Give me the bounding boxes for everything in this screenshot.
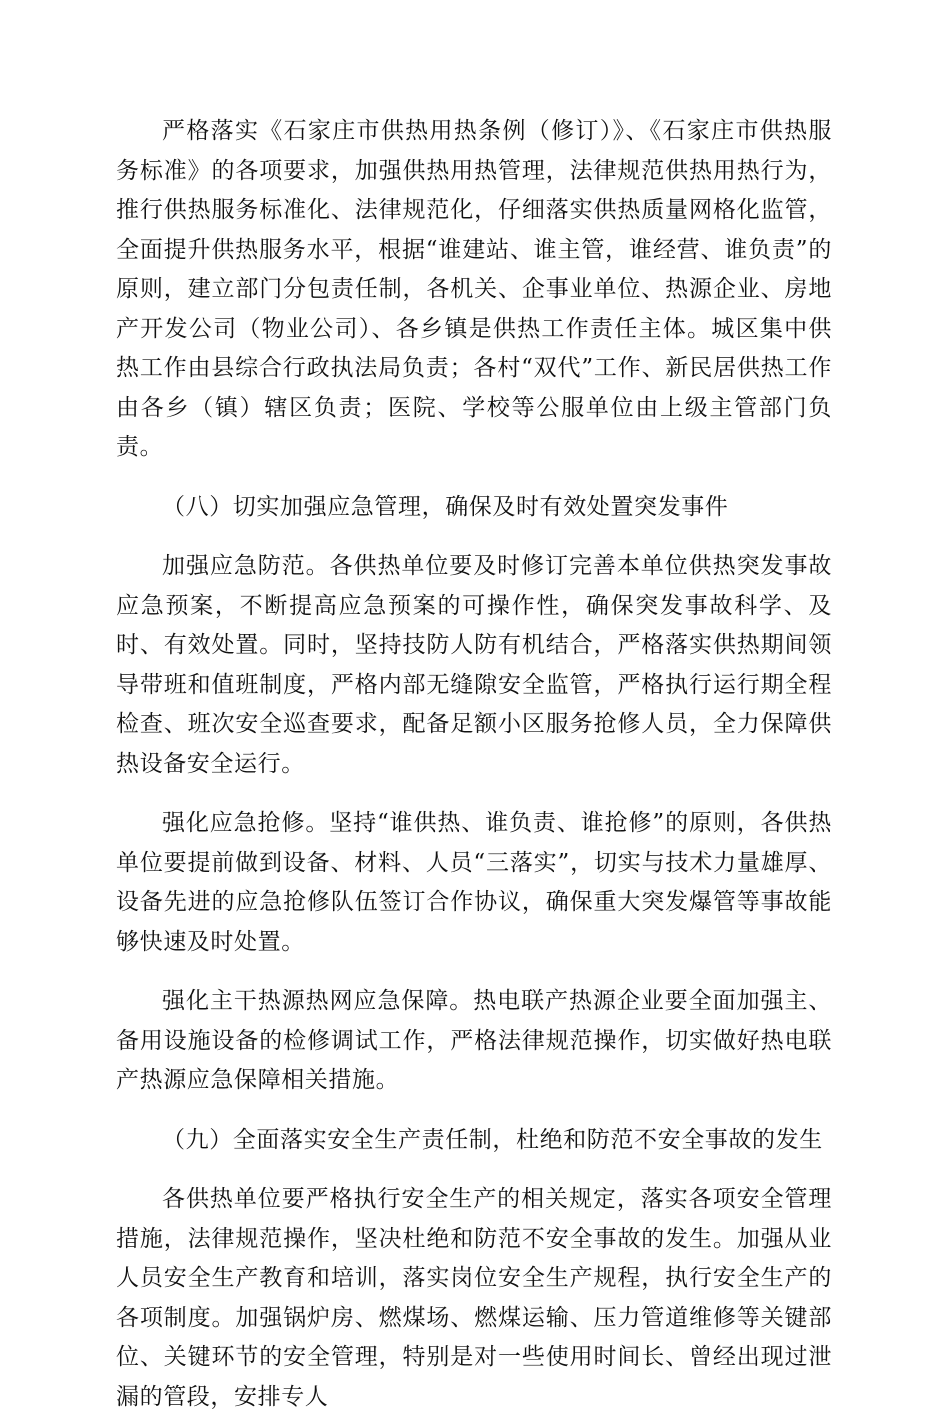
paragraph-gap — [116, 962, 832, 982]
paragraph-gap — [116, 1101, 832, 1121]
paragraph-gap — [116, 527, 832, 547]
paragraph-gap — [116, 468, 832, 488]
paragraph-emergency-prevention: 加强应急防范。各供热单位要及时修订完善本单位供热突发事故应急预案，不断提高应急预案的可操作性，确保突发事故科学、及时、有效处置。同时，坚持技防人防有机结合，严格落实供热期间领导带班和值班制度，严格内部无缝隙安全监管，严格执行运行期全程检查、班次安全巡查要求，配备足额小区服务抢修人员，全力保障供热设备安全运行。 — [116, 553, 832, 777]
paragraph-emergency-repair: 强化应急抢修。坚持“谁供热、谁负责、谁抢修”的原则，各供热单位要提前做到设备、材料、人员“三落实”，切实与技术力量雄厚、设备先进的应急抢修队伍签订合作协议，确保重大突发爆管等事故能够快速及时处置。 — [116, 810, 832, 955]
section-heading-9: （九）全面落实安全生产责任制，杜绝和防范不安全事故的发生 — [162, 1126, 823, 1153]
paragraph-gap — [116, 1160, 832, 1180]
document-page — [116, 112, 832, 1417]
paragraph-gap — [116, 784, 832, 804]
section-heading-8: （八）切实加强应急管理，确保及时有效处置突发事件 — [162, 493, 729, 520]
paragraph-safety-production: 各供热单位要严格执行安全生产的相关规定，落实各项安全管理措施，法律规范操作，坚决杜绝和防范不安全事故的发生。加强从业人员安全生产教育和培训，落实岗位安全生产规程，执行安全生产的各项制度。加强锅炉房、燃煤场、燃煤运输、压力管道维修等关键部位、关键环节的安全管理，特别是对一些使用时间长、曾经出现过泄漏的管段，安排专人 — [116, 1186, 832, 1410]
paragraph-heating-management: 严格落实《石家庄市供热用热条例（修订）》、《石家庄市供热服务标准》的各项要求，加强供热用热管理，法律规范供热用热行为，推行供热服务标准化、法律规范化，仔细落实供热质量网格化监管，全面提升供热服务水平，根据“谁建站、谁主管，谁经营、谁负责”的原则，建立部门分包责任制，各机关、企事业单位、热源企业、房地产开发公司（物业公司）、各乡镇是供热工作责任主体。城区集中供热工作由县综合行政执法局负责；各村“双代”工作、新民居供热工作由各乡（镇）辖区负责；医院、学校等公服单位由上级主管部门负责。 — [116, 118, 832, 460]
paragraph-heat-source-guarantee: 强化主干热源热网应急保障。热电联产热源企业要全面加强主、备用设施设备的检修调试工作，严格法律规范操作，切实做好热电联产热源应急保障相关措施。 — [116, 988, 832, 1093]
